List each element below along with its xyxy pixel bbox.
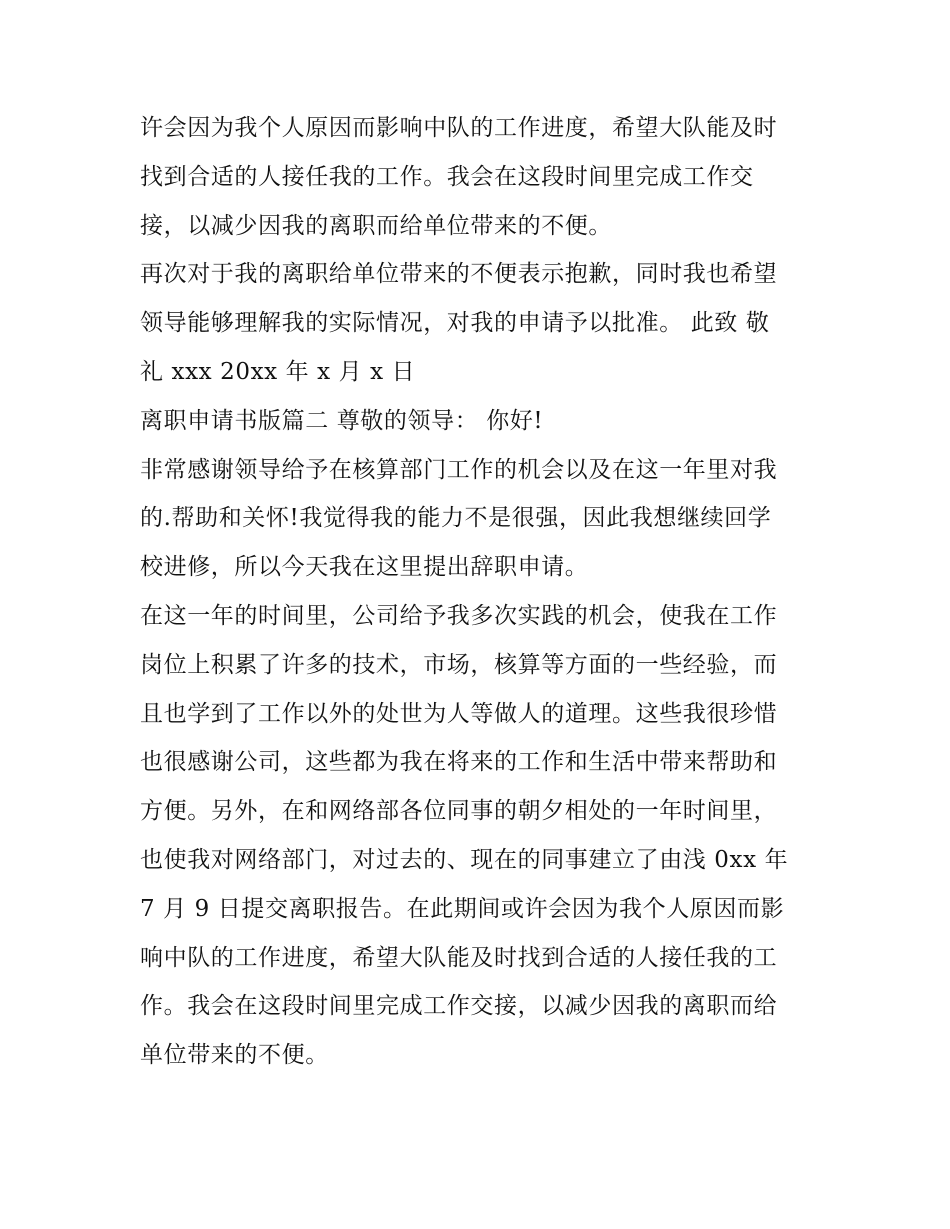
text-line: 7 月 9 日提交离职报告。在此期间或许会因为我个人原因而影 xyxy=(140,895,785,922)
text-line: 校进修，所以今天我在这里提出辞职申请。 xyxy=(140,554,589,581)
text-line: 再次对于我的离职给单位带来的不便表示抱歉，同时我也希望 xyxy=(140,261,778,288)
text-line: 在这一年的时间里，公司给予我多次实践的机会，使我在工作 xyxy=(140,602,778,629)
text-line: 接，以减少因我的离职而给单位带来的不便。 xyxy=(140,212,612,239)
text-line: 非常感谢领导给予在核算部门工作的机会以及在这一年里对我 xyxy=(140,456,778,483)
text-line: 方便。另外，在和网络部各位同事的朝夕相处的一年时间里， xyxy=(140,798,778,825)
text-line: 也很感谢公司，这些都为我在将来的工作和生活中带来帮助和 xyxy=(140,749,778,776)
text-line: 作。我会在这段时间里完成工作交接，以减少因我的离职而给 xyxy=(140,993,778,1020)
text-line: 礼 xxx 20xx 年 x 月 x 日 xyxy=(140,358,416,385)
text-line: 许会因为我个人原因而影响中队的工作进度，希望大队能及时 xyxy=(140,115,778,141)
document-body xyxy=(140,104,820,1080)
text-line: 单位带来的不便。 xyxy=(140,1042,329,1069)
text-line: 响中队的工作进度，希望大队能及时找到合适的人接任我的工 xyxy=(140,944,778,971)
text-line: 领导能够理解我的实际情况，对我的申请予以批准。 此致 敬 xyxy=(140,310,770,337)
text-line: 且也学到了工作以外的处世为人等做人的道理。这些我很珍惜 xyxy=(140,700,778,727)
text-line: 的.帮助和关怀!我觉得我的能力不是很强，因此我想继续回学 xyxy=(140,505,772,532)
text-line: 找到合适的人接任我的工作。我会在这段时间里完成工作交 xyxy=(140,163,754,190)
text-line: 岗位上积累了许多的技术，市场，核算等方面的一些经验，而 xyxy=(140,651,778,678)
section-heading-line: 离职申请书版篇二 尊敬的领导： 你好! xyxy=(140,407,544,434)
text-line: 也使我对网络部门，对过去的、现在的同事建立了由浅 0xx 年 xyxy=(140,846,789,873)
